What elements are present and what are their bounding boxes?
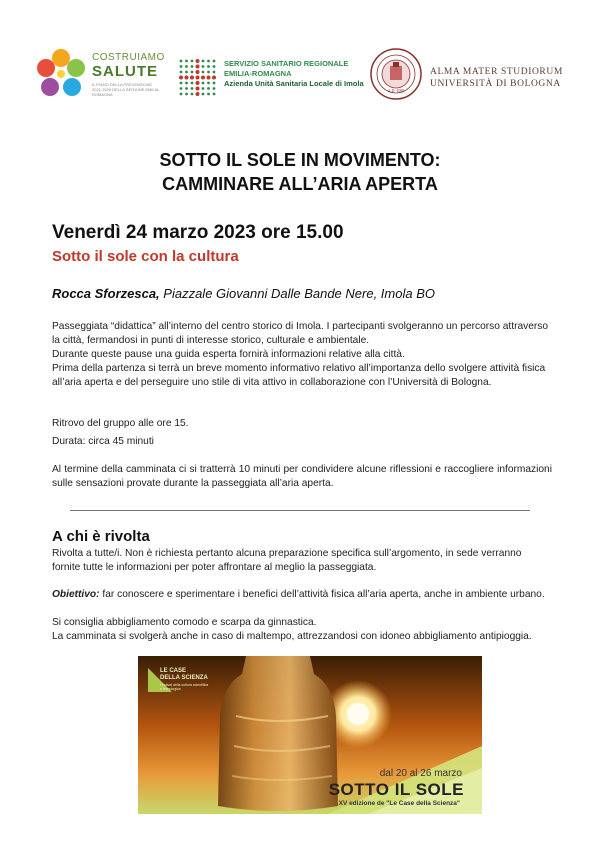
duration: Durata: circa 45 minuti [52,436,154,447]
page-title [0,148,600,196]
advice [52,616,552,644]
poster-headline: SOTTO IL SOLE [328,780,464,799]
closing-note: Al termine della camminata ci si tratterrà 10 minuti per condividere alcune riflessioni e raccogliere informazioni sulle sensazioni provate durante la passeggiata all’aria aperta. [52,464,552,489]
dot-grid-icon [178,58,218,98]
objective-label: Obiettivo: [52,589,100,600]
poster-case-scienza-text [160,668,208,682]
description-p2: Durante queste pause una guida esperta fornirà informazioni relative alla città. [52,349,405,360]
section-divider [70,510,530,511]
ssr-line2: EMILIA-ROMAGNA [224,69,292,78]
objective [52,588,552,602]
location-place: Rocca Sforzesca, [52,286,160,301]
event-subtitle: Sotto il sole con la cultura [52,248,239,265]
servizio-sanitario-logo [178,56,368,100]
target-heading: A chi è rivolta [52,528,150,545]
unibo-line2: UNIVERSITÀ DI BOLOGNA [430,79,561,89]
costruiamo-salute-flower-icon [34,46,88,104]
poster-edition: XV edizione de "Le Case della Scienza" [338,800,460,807]
meeting-time: Ritrovo del gruppo alle ore 15. [52,418,189,429]
seal-year-text: A.D. 1088 [387,88,405,93]
event-date: Venerdì 24 marzo 2023 ore 15.00 [52,222,344,243]
ssr-line1: SERVIZIO SANITARIO REGIONALE [224,59,349,68]
event-location [52,286,435,301]
location-address: Piazzale Giovanni Dalle Bande Nere, Imola BO [159,286,435,301]
advice-line1: Si consiglia abbigliamento comodo e scarpa da ginnastica. [52,617,317,628]
unibo-line1: ALMA MATER STUDIORUM [430,67,563,77]
objective-text: far conoscere e sperimentare i benefici dell’attività fisica all’aria aperta, anche in ambiente urbano. [99,589,545,600]
ssr-line3: Azienda Unità Sanitaria Locale di Imola [224,79,364,88]
salute-text: SALUTE [92,63,158,80]
poster-case-line1: LE CASE [160,668,187,674]
unibo-text [430,66,563,90]
unibo-logo [370,44,566,110]
description-p3: Prima della partenza si terrà un breve momento informativo relativo all’importanza dello svolgere attività fisica all’aria aperta e del perseguire uno stile di vita attivo in collaborazione con l’Università di Bologna. [52,363,546,388]
costruiamo-small-text: IL PIANO DELLA PREVENZIONE 2021-2025 DELLA REGIONE EMILIA-ROMAGNA [92,82,160,97]
costruiamo-text: COSTRUIAMO [92,52,165,63]
poster-case-line2: DELLA SCIENZA [160,675,208,681]
servizio-sanitario-text [224,59,364,89]
unibo-seal-icon [370,48,422,100]
title-line2: CAMMINARE ALL’ARIA APERTA [162,174,438,194]
poster-dates: dal 20 al 26 marzo [379,768,462,779]
title-line1: SOTTO IL SOLE IN MOVIMENTO: [159,150,441,170]
poster-festival-subtitle: Festival della cultura scientifica e tecnologica [160,683,209,691]
description-p1: Passeggiata “didattica” all’interno del centro storico di Imola. I partecipanti svolgeranno un percorso attraverso la città, fermandosi in punti di interesse storico, culturale e ambientale. [52,321,549,346]
target-text: Rivolta a tutte/i. Non è richiesta pertanto alcuna preparazione specifica sull’argomento, in sede verranno fornite tutte le informazioni per poter affrontare al meglio la passeggiata. [52,548,522,573]
advice-line2: La camminata si svolgerà anche in caso di maltempo, attrezzandosi con idoneo abbigliamento antipioggia. [52,631,532,642]
costruiamo-salute-logo [34,44,164,110]
event-poster-image [138,656,482,814]
header-logos [34,44,566,110]
event-description [52,320,552,390]
